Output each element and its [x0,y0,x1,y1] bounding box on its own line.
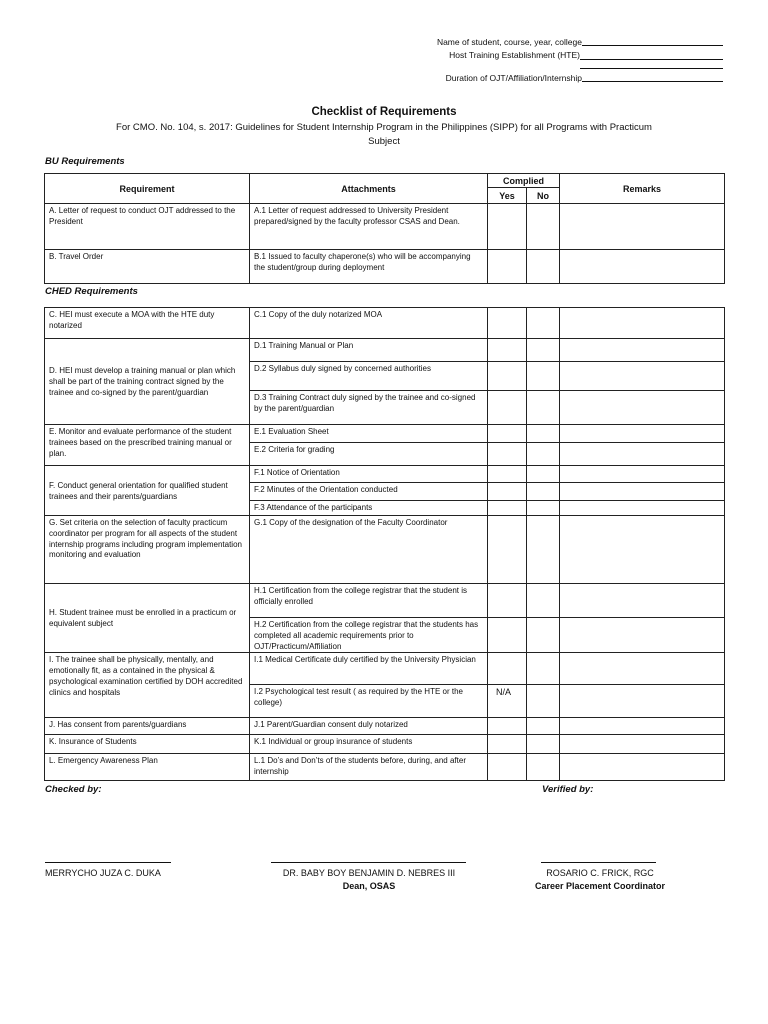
remarks-cell[interactable] [560,685,725,718]
attachment-cell: H.1 Certification from the college registrar that the student is officially enrolled [250,584,488,618]
signature-line-3[interactable] [541,862,656,863]
no-cell[interactable] [527,718,560,735]
attachment-cell: G.1 Copy of the designation of the Faculty Coordinator [250,516,488,584]
yes-cell-na[interactable]: N/A [488,685,527,718]
requirement-cell: C. HEI must execute a MOA with the HTE duty notarized [45,308,250,339]
requirement-cell: D. HEI must develop a training manual or plan which shall be part of the training contract signed by the trainee and co-signed by the parent/guardian [45,339,250,425]
attachment-cell: L.1 Do’s and Don’ts of the students before, during, and after internship [250,754,488,781]
no-cell[interactable] [527,685,560,718]
requirement-cell: H. Student trainee must be enrolled in a practicum or equivalent subject [45,584,250,653]
yes-cell[interactable] [488,653,527,685]
remarks-cell[interactable] [560,250,725,284]
no-cell[interactable] [527,250,560,284]
yes-cell[interactable] [488,516,527,584]
table-row [45,735,725,754]
no-cell[interactable] [527,425,560,443]
yes-cell[interactable] [488,618,527,653]
signature-line-1[interactable] [45,862,171,863]
attachment-cell: E.2 Criteria for grading [250,443,488,466]
remarks-cell[interactable] [560,466,725,483]
attachment-cell: B.1 Issued to faculty chaperone(s) who will be accompanying the student/group during deployment [250,250,488,284]
remarks-cell[interactable] [560,362,725,391]
no-cell[interactable] [527,308,560,339]
yes-cell[interactable] [488,754,527,781]
ched-requirements-table [44,307,725,781]
no-cell[interactable] [527,516,560,584]
table-row [45,754,725,781]
requirement-cell: F. Conduct general orientation for qualified student trainees and their parents/guardians [45,466,250,516]
document-subtitle-line2: Subject [368,136,400,147]
attachment-cell: I.1 Medical Certificate duly certified by the University Physician [250,653,488,685]
no-cell[interactable] [527,653,560,685]
table-row [45,466,725,483]
remarks-cell[interactable] [560,735,725,754]
yes-cell[interactable] [488,501,527,516]
col-no-header: No [527,188,560,204]
yes-cell[interactable] [488,443,527,466]
attachment-cell: C.1 Copy of the duly notarized MOA [250,308,488,339]
yes-cell[interactable] [488,204,527,250]
signatory-name-2: DR. BABY BOY BENJAMIN D. NEBRES III [282,868,456,878]
no-cell[interactable] [527,483,560,501]
remarks-cell[interactable] [560,618,725,653]
student-name-label: Name of student, course, year, college [436,37,582,47]
attachment-cell: K.1 Individual or group insurance of students [250,735,488,754]
no-cell[interactable] [527,618,560,653]
signatory-name-3: ROSARIO C. FRICK, RGC [546,868,654,878]
bu-requirements-heading: BU Requirements [45,156,125,167]
requirement-cell: G. Set criteria on the selection of faculty practicum coordinator per program for all aspects of the student internship programs including program implementation monitoring and evaluation [45,516,250,584]
no-cell[interactable] [527,339,560,362]
remarks-cell[interactable] [560,516,725,584]
attachment-cell: F.3 Attendance of the participants [250,501,488,516]
remarks-cell[interactable] [560,391,725,425]
table-row [45,718,725,735]
table-row [45,425,725,443]
remarks-cell[interactable] [560,653,725,685]
yes-cell[interactable] [488,391,527,425]
attachment-cell: A.1 Letter of request addressed to University President prepared/signed by the faculty professor CSAS and Dean. [250,204,488,250]
remarks-cell[interactable] [560,425,725,443]
requirement-cell: B. Travel Order [45,250,250,284]
yes-cell[interactable] [488,308,527,339]
remarks-cell[interactable] [560,339,725,362]
student-name-field[interactable] [300,37,582,48]
no-cell[interactable] [527,501,560,516]
remarks-cell[interactable] [560,501,725,516]
attachment-cell: F.1 Notice of Orientation [250,466,488,483]
attachment-cell: D.3 Training Contract duly signed by the trainee and co-signed by the parent/guardian [250,391,488,425]
table-row [45,204,725,250]
document-subtitle-line1: For CMO. No. 104, s. 2017: Guidelines for Student Internship Program in the Philippines (SIPP) for all Programs with Practicum [116,122,652,133]
attachment-cell: H.2 Certification from the college registrar that the students has completed all academic requirements prior to OJT/Practicum/Affiliation [250,618,488,653]
yes-cell[interactable] [488,718,527,735]
remarks-cell[interactable] [560,754,725,781]
attachment-cell: I.2 Psychological test result ( as required by the HTE or the college) [250,685,488,718]
remarks-cell[interactable] [560,483,725,501]
attachment-cell: F.2 Minutes of the Orientation conducted [250,483,488,501]
table-row [45,308,725,339]
no-cell[interactable] [527,466,560,483]
yes-cell[interactable] [488,466,527,483]
attachment-cell: D.2 Syllabus duly signed by concerned authorities [250,362,488,391]
table-row [45,653,725,685]
yes-cell[interactable] [488,584,527,618]
remarks-cell[interactable] [560,308,725,339]
no-cell[interactable] [527,391,560,425]
requirement-cell: J. Has consent from parents/guardians [45,718,250,735]
document-title: Checklist of Requirements [311,106,457,118]
col-requirement-header: Requirement [45,174,250,204]
duration-line[interactable] [582,81,723,82]
duration-label: Duration of OJT/Affiliation/Internship [445,73,582,83]
no-cell[interactable] [527,584,560,618]
table-row [45,250,725,284]
student-name-line[interactable] [582,45,723,46]
attachment-cell: J.1 Parent/Guardian consent duly notarized [250,718,488,735]
table-row [45,516,725,584]
yes-cell[interactable] [488,425,527,443]
table-row [45,339,725,362]
attachment-cell: D.1 Training Manual or Plan [250,339,488,362]
col-attachments-header: Attachments [250,174,488,204]
attachment-cell: E.1 Evaluation Sheet [250,425,488,443]
yes-cell[interactable] [488,362,527,391]
hte-field[interactable] [300,50,580,61]
remarks-cell[interactable] [560,204,725,250]
requirement-cell: I. The trainee shall be physically, mentally, and emotionally fit, as a contained in the physical & psychological examination certified by DOH accredited clinics and hospitals [45,653,250,718]
hte-label: Host Training Establishment (HTE) [449,50,580,60]
signatory-position-2: Dean, OSAS [342,881,396,891]
signature-line-2[interactable] [271,862,466,863]
remarks-cell[interactable] [560,584,725,618]
table-row [45,584,725,618]
no-cell[interactable] [527,443,560,466]
duration-field[interactable] [300,73,582,84]
no-cell[interactable] [527,754,560,781]
requirement-cell: E. Monitor and evaluate performance of the student trainees based on the prescribed training manual or plan. [45,425,250,466]
remarks-cell[interactable] [560,718,725,735]
verified-by-label: Verified by: [542,784,594,795]
checked-by-label: Checked by: [45,784,102,795]
yes-cell[interactable] [488,250,527,284]
col-remarks-header: Remarks [560,174,725,204]
remarks-cell[interactable] [560,443,725,466]
signatory-name-1: MERRYCHO JUZA C. DUKA [45,868,161,878]
ched-requirements-heading: CHED Requirements [45,286,138,297]
yes-cell[interactable] [488,735,527,754]
no-cell[interactable] [527,735,560,754]
requirement-cell: K. Insurance of Students [45,735,250,754]
bu-requirements-table [44,173,725,284]
yes-cell[interactable] [488,483,527,501]
col-yes-header: Yes [488,188,527,204]
hte-line[interactable] [580,59,723,60]
hte-line-extra [580,68,723,69]
no-cell[interactable] [527,204,560,250]
col-complied-header: Complied [488,174,560,188]
requirement-cell: A. Letter of request to conduct OJT addressed to the President [45,204,250,250]
yes-cell[interactable] [488,339,527,362]
no-cell[interactable] [527,362,560,391]
requirement-cell: L. Emergency Awareness Plan [45,754,250,781]
signatory-position-3: Career Placement Coordinator [534,881,666,891]
